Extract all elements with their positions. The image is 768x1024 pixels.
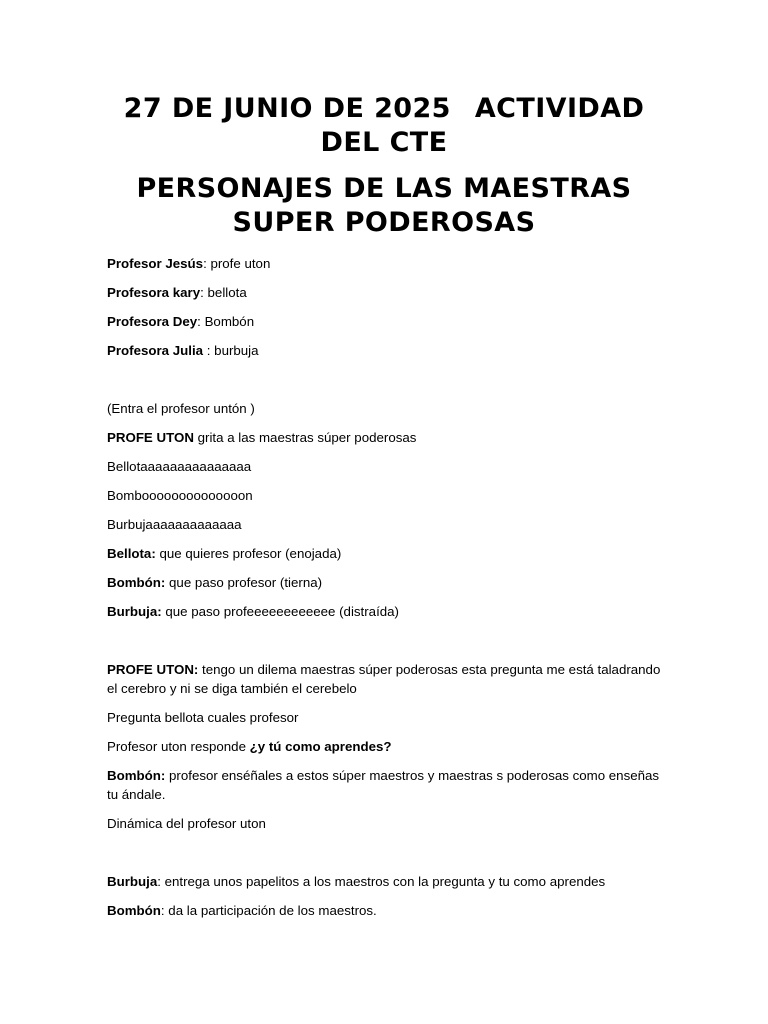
- dialogue-line: Pregunta bellota cuales profesor: [107, 710, 299, 725]
- stage-direction: (Entra el profesor untón ): [107, 401, 255, 416]
- title-date: 27 DE JUNIO DE 2025: [123, 93, 451, 124]
- cast-item: Profesora kary: bellota: [107, 285, 247, 300]
- cast-item: Profesora Dey: Bombón: [107, 314, 255, 329]
- document-title: [110, 92, 658, 160]
- dialogue-line: Bellota: que quieres profesor (enojada): [107, 546, 342, 561]
- dialogue-line: Bombón: que paso profesor (tierna): [107, 575, 323, 590]
- dialogue-line: Bombón: da la participación de los maestros.: [107, 903, 377, 918]
- stage-direction: Dinámica del profesor uton: [107, 816, 266, 831]
- dialogue-line: Burbuja: que paso profeeeeeeeeeeee (distraída): [107, 604, 399, 619]
- dialogue-line: Bomboooooooooooooon: [107, 488, 253, 503]
- document-subtitle: PERSONAJES DE LAS MAESTRAS SUPER PODEROSAS: [136, 173, 632, 238]
- cast-item: Profesor Jesús: profe uton: [107, 256, 271, 271]
- dialogue-line: Burbuja: entrega unos papelitos a los maestros con la pregunta y tu como aprendes: [107, 874, 606, 889]
- dialogue-line: Bombón: profesor enséñales a estos súper maestros y maestras s poderosas como enseñas tu ándale.: [107, 768, 660, 802]
- dialogue-line: PROFE UTON: tengo un dilema maestras súper poderosas esta pregunta me está taladrando el cerebro y ni se diga también el cerebelo: [107, 662, 661, 696]
- dialogue-line: Burbujaaaaaaaaaaaaa: [107, 517, 242, 532]
- title-activity: ACTIVIDAD DEL CTE: [320, 93, 645, 158]
- document-body: [107, 254, 667, 920]
- dialogue-line: Bellotaaaaaaaaaaaaaaa: [107, 459, 252, 474]
- dialogue-line: Profesor uton responde ¿y tú como aprendes?: [107, 739, 392, 754]
- cast-item: Profesora Julia : burbuja: [107, 343, 259, 358]
- dialogue-line: PROFE UTON grita a las maestras súper poderosas: [107, 430, 417, 445]
